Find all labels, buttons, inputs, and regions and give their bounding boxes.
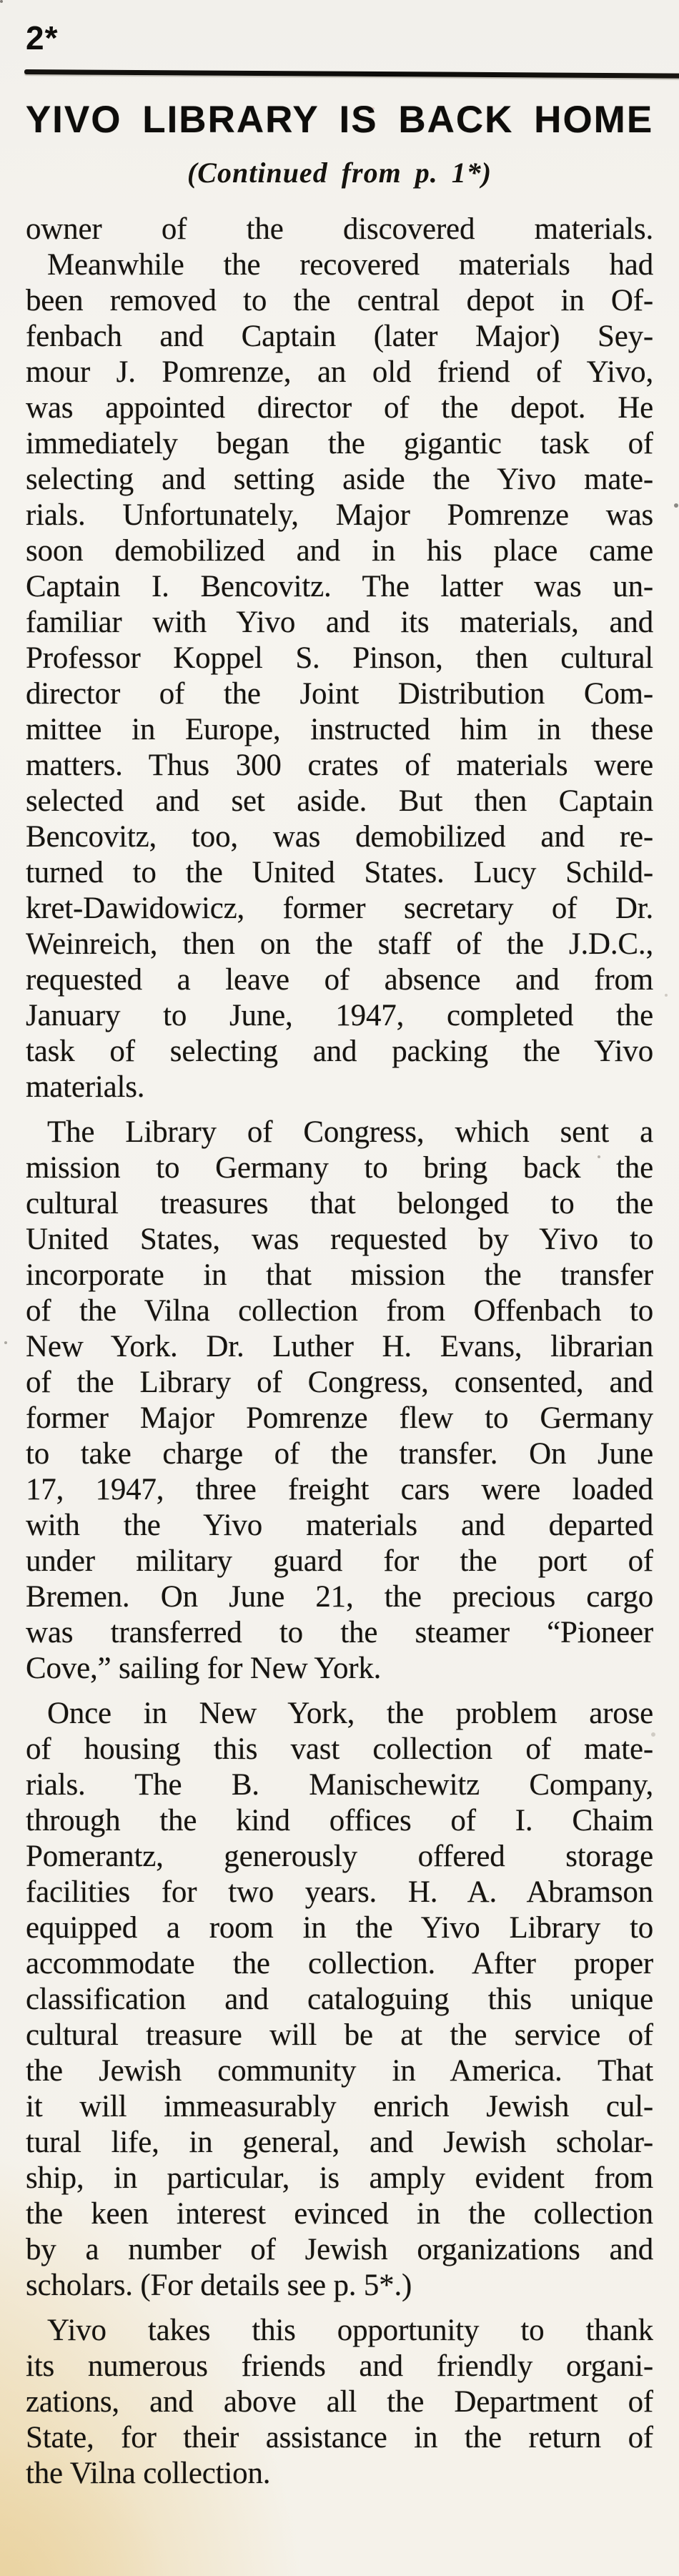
article-title: YIVO LIBRARY IS BACK HOME: [25, 99, 654, 141]
text-line: rials. The B. Manischewitz Company,: [26, 1768, 653, 1802]
text-line: matters. Thus 300 crates of materials were: [26, 749, 653, 782]
text-line: of housing this vast collection of mate-: [26, 1732, 653, 1766]
text-line: of the Vilna collection from Offenbach to: [26, 1294, 653, 1328]
text-line: task of selecting and packing the Yivo: [26, 1035, 653, 1068]
text-line: facilities for two years. H. A. Abramson: [26, 1875, 653, 1909]
text-line: incorporate in that mission the transfer: [26, 1258, 653, 1292]
paragraph: [26, 1696, 653, 2304]
text-line: its numerous friends and friendly organi-: [26, 2349, 653, 2383]
text-line: the Jewish community in America. That: [26, 2054, 653, 2088]
text-line: New York. Dr. Luther H. Evans, librarian: [26, 1330, 653, 1363]
paragraph: [26, 2313, 653, 2492]
text-line: Pomerantz, generously offered storage: [26, 1840, 653, 1873]
text-line: Cove,” sailing for New York.: [26, 1652, 382, 1685]
text-line: by a number of Jewish organizations and: [26, 2233, 653, 2266]
text-line: with the Yivo materials and departed: [26, 1509, 653, 1542]
paragraph: [26, 1115, 653, 1687]
text-line: director of the Joint Distribution Com-: [26, 677, 653, 711]
text-line: The Library of Congress, which sent a: [47, 1115, 653, 1149]
page-number: 2*: [26, 19, 59, 56]
text-line: mittee in Europe, instructed him in these: [26, 713, 653, 746]
text-line: cultural treasure will be at the service of: [26, 2018, 653, 2052]
text-line: tural life, in general, and Jewish scholar-: [26, 2126, 653, 2159]
text-line: the keen interest evinced in the collection: [26, 2197, 653, 2231]
text-line: rials. Unfortunately, Major Pomrenze was: [26, 498, 653, 532]
text-line: cultural treasures that belonged to the: [26, 1187, 653, 1220]
text-line: through the kind offices of I. Chaim: [26, 1804, 653, 1837]
text-line: turned to the United States. Lucy Schild-: [26, 856, 653, 889]
text-line: familiar with Yivo and its materials, and: [26, 606, 653, 639]
text-line: under military guard for the port of: [26, 1544, 653, 1578]
text-line: soon demobilized and in his place came: [26, 534, 653, 568]
paragraph: [26, 212, 653, 247]
text-line: Weinreich, then on the staff of the J.D.C.,: [26, 927, 653, 961]
text-line: requested a leave of absence and from: [26, 963, 653, 997]
text-line: Once in New York, the problem arose: [47, 1697, 653, 1730]
text-line: selected and set aside. But then Captain: [26, 784, 653, 818]
text-line: of the Library of Congress, consented, and: [26, 1366, 653, 1399]
text-line: zations, and above all the Department of: [26, 2385, 653, 2419]
text-line: classification and cataloguing this unique: [26, 1983, 653, 2016]
article-continued-note: (Continued from p. 1*): [187, 157, 492, 189]
article-body: [26, 212, 653, 2492]
text-line: kret-Dawidowicz, former secretary of Dr.: [26, 892, 653, 925]
text-line: Captain I. Bencovitz. The latter was un-: [26, 570, 653, 603]
text-line: selecting and setting aside the Yivo mate-: [26, 463, 653, 496]
text-line: to take charge of the transfer. On June: [26, 1437, 653, 1471]
text-line: United States, was requested by Yivo to: [26, 1223, 653, 1256]
text-line: Bencovitz, too, was demobilized and re-: [26, 820, 653, 854]
text-line: 17, 1947, three freight cars were loaded: [26, 1473, 653, 1506]
text-line: was appointed director of the depot. He: [26, 391, 653, 425]
text-line: Professor Koppel S. Pinson, then cultural: [26, 641, 653, 675]
text-line: former Major Pomrenze flew to Germany: [26, 1401, 653, 1435]
text-line: mour J. Pomrenze, an old friend of Yivo,: [26, 355, 653, 389]
text-line: was transferred to the steamer “Pioneer: [26, 1616, 653, 1649]
text-line: mission to Germany to bring back the: [26, 1151, 653, 1185]
text-line: owner of the discovered materials.: [26, 212, 653, 246]
text-line: the Vilna collection.: [26, 2457, 271, 2490]
text-line: equipped a room in the Yivo Library to: [26, 1911, 653, 1945]
text-line: State, for their assistance in the return of: [26, 2421, 653, 2454]
text-line: scholars. (For details see p. 5*.): [26, 2269, 412, 2302]
header-rule: [24, 69, 679, 79]
text-line: Meanwhile the recovered materials had: [47, 248, 653, 282]
text-line: ship, in particular, is amply evident from: [26, 2161, 653, 2195]
text-line: January to June, 1947, completed the: [26, 999, 653, 1032]
paragraph: [26, 247, 653, 1105]
text-line: materials.: [26, 1070, 145, 1104]
text-line: fenbach and Captain (later Major) Sey-: [26, 320, 653, 353]
text-line: it will immeasurably enrich Jewish cul-: [26, 2090, 653, 2123]
text-line: immediately began the gigantic task of: [26, 427, 653, 460]
text-line: Yivo takes this opportunity to thank: [47, 2314, 653, 2347]
text-line: Bremen. On June 21, the precious cargo: [26, 1580, 653, 1614]
text-line: been removed to the central depot in Of-: [26, 284, 653, 317]
text-line: accommodate the collection. After proper: [26, 1947, 653, 1980]
